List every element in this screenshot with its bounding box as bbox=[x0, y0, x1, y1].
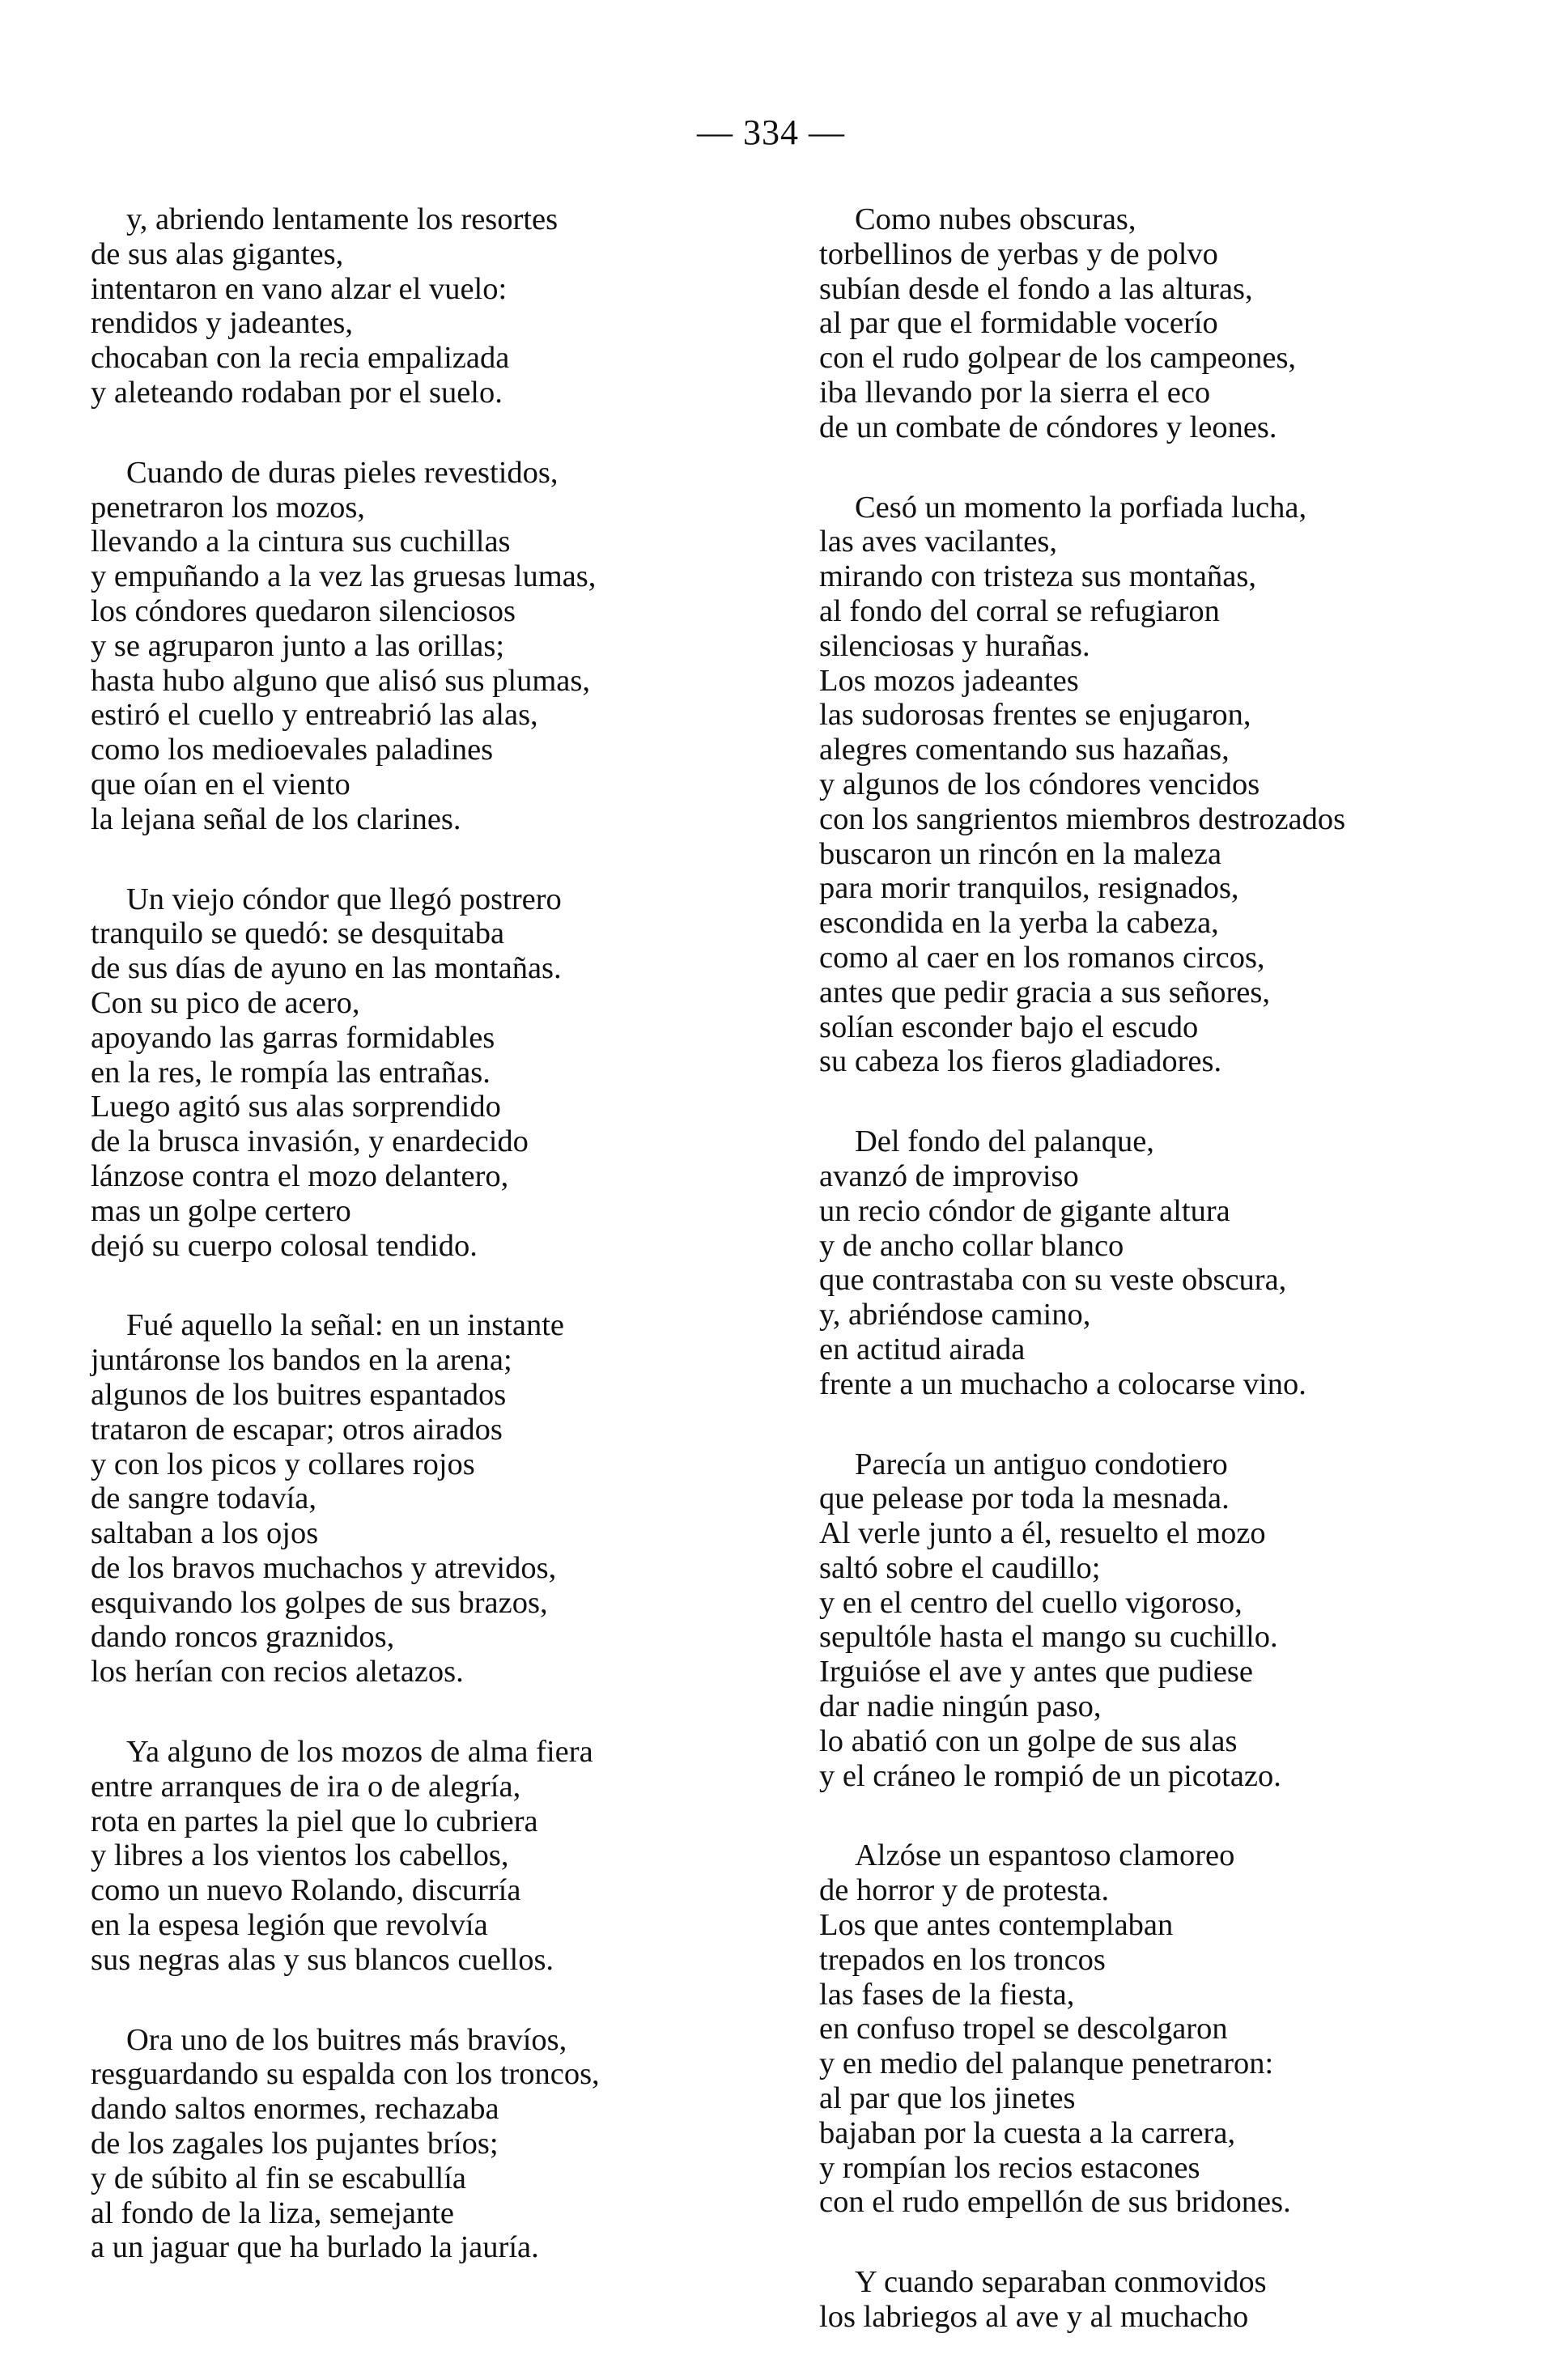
verse-line: las fases de la fiesta, bbox=[819, 1977, 1075, 2012]
verse-line: solían esconder bajo el escudo bbox=[819, 1009, 1199, 1044]
left-column bbox=[91, 202, 738, 2310]
verse-line: de sus alas gigantes, bbox=[91, 236, 344, 271]
verse-line: los labriegos al ave y al muchacho bbox=[819, 2300, 1249, 2335]
verse-line: chocaban con la recia empalizada bbox=[91, 341, 510, 376]
verse-line: los cóndores quedaron silenciosos bbox=[91, 593, 516, 628]
verse-line: de los zagales los pujantes bríos; bbox=[91, 2127, 499, 2161]
stanza bbox=[91, 456, 738, 837]
verse-line: de horror y de protesta. bbox=[819, 1873, 1110, 1908]
verse-line: al par que los jinetes bbox=[819, 2081, 1076, 2116]
verse-line: Parecía un antiguo condotiero bbox=[855, 1447, 1228, 1481]
verse-line: de sangre todavía, bbox=[91, 1481, 317, 1516]
verse-line: avanzó de improviso bbox=[819, 1158, 1079, 1193]
verse-line: hasta hubo alguno que alisó sus plumas, bbox=[91, 663, 590, 698]
verse-line: Los mozos jadeantes bbox=[819, 663, 1079, 698]
verse-line: Irguióse el ave y antes que pudiese bbox=[819, 1655, 1253, 1689]
verse-line: de los bravos muchachos y atrevidos, bbox=[91, 1550, 557, 1585]
verse-line: en actitud airada bbox=[819, 1332, 1026, 1366]
stanza bbox=[91, 882, 738, 1264]
page-number: — 334 — bbox=[697, 113, 845, 152]
verse-line: bajaban por la cuesta a la carrera, bbox=[819, 2115, 1236, 2150]
verse-line: y empuñando a la vez las gruesas lumas, bbox=[91, 559, 597, 594]
verse-line: en la espesa legión que revolvía bbox=[91, 1908, 488, 1943]
verse-line: llevando a la cintura sus cuchillas bbox=[91, 525, 511, 559]
verse-line: que oían en el viento bbox=[91, 767, 350, 801]
verse-line: a un jaguar que ha burlado la jauría. bbox=[91, 2230, 539, 2265]
verse-line: al fondo de la liza, semejante bbox=[91, 2195, 454, 2230]
verse-line: tranquilo se quedó: se desquitaba bbox=[91, 916, 505, 951]
stanza bbox=[819, 2265, 1483, 2335]
verse-line: sus negras alas y sus blancos cuellos. bbox=[91, 1942, 554, 1977]
verse-line: trepados en los troncos bbox=[819, 1942, 1106, 1977]
stanza bbox=[819, 1124, 1483, 1401]
verse-line: con los sangrientos miembros destrozados bbox=[819, 801, 1346, 836]
verse-line: sepultóle hasta el mango su cuchillo. bbox=[819, 1620, 1278, 1655]
verse-line: lo abatió con un golpe de sus alas bbox=[819, 1723, 1238, 1758]
verse-line: las aves vacilantes, bbox=[819, 525, 1057, 559]
verse-line: antes que pedir gracia a sus señores, bbox=[819, 975, 1270, 1009]
verse-line: Ya alguno de los mozos de alma fiera bbox=[126, 1735, 593, 1770]
verse-line: frente a un muchacho a colocarse vino. bbox=[819, 1366, 1306, 1401]
verse-line: y el cráneo le rompió de un picotazo. bbox=[819, 1758, 1281, 1793]
verse-line: Fué aquello la señal: en un instante bbox=[126, 1308, 564, 1343]
verse-line: Luego agitó sus alas sorprendido bbox=[91, 1090, 501, 1124]
verse-line: y, abriendo lentamente los resortes bbox=[126, 202, 559, 236]
verse-line: y en medio del palanque penetraron: bbox=[819, 2046, 1274, 2081]
verse-line: intentaron en vano alzar el vuelo: bbox=[91, 271, 508, 306]
verse-line: de la brusca invasión, y enardecido bbox=[91, 1124, 529, 1159]
verse-line: rota en partes la piel que lo cubriera bbox=[91, 1804, 538, 1838]
verse-line: Un viejo cóndor que llegó postrero bbox=[126, 882, 562, 916]
verse-line: al par que el formidable vocerío bbox=[819, 306, 1218, 341]
verse-line: Como nubes obscuras, bbox=[855, 202, 1136, 236]
verse-line: lánzose contra el mozo delantero, bbox=[91, 1158, 509, 1193]
stanza bbox=[819, 1838, 1483, 2220]
verse-line: y de súbito al fin se escabullía bbox=[91, 2161, 467, 2195]
verse-line: Del fondo del palanque, bbox=[855, 1124, 1154, 1159]
verse-line: Cuando de duras pieles revestidos, bbox=[126, 455, 559, 490]
verse-line: mirando con tristeza sus montañas, bbox=[819, 559, 1256, 594]
verse-line: escondida en la yerba la cabeza, bbox=[819, 906, 1219, 941]
verse-line: para morir tranquilos, resignados, bbox=[819, 871, 1239, 906]
verse-line: como al caer en los romanos circos, bbox=[819, 940, 1265, 975]
verse-line: y, abriéndose camino, bbox=[819, 1298, 1091, 1332]
verse-line: de un combate de cóndores y leones. bbox=[819, 410, 1277, 444]
verse-line: alegres comentando sus hazañas, bbox=[819, 733, 1230, 767]
stanza bbox=[91, 202, 738, 410]
verse-line: Cesó un momento la porfiada lucha, bbox=[855, 490, 1307, 525]
verse-line: su cabeza los fieros gladiadores. bbox=[819, 1044, 1222, 1079]
verse-line: Y cuando separaban conmovidos bbox=[855, 2265, 1267, 2300]
verse-line: dejó su cuerpo colosal tendido. bbox=[91, 1228, 478, 1263]
verse-line: un recio cóndor de gigante altura bbox=[819, 1193, 1230, 1228]
verse-line: apoyando las garras formidables bbox=[91, 1020, 495, 1055]
verse-line: de sus días de ayuno en las montañas. bbox=[91, 951, 562, 986]
right-column bbox=[819, 202, 1483, 2380]
verse-line: con el rudo empellón de sus bridones. bbox=[819, 2185, 1291, 2220]
verse-line: las sudorosas frentes se enjugaron, bbox=[819, 698, 1251, 733]
verse-line: y se agruparon junto a las orillas; bbox=[91, 628, 505, 663]
verse-line: resguardando su espalda con los troncos, bbox=[91, 2057, 600, 2092]
verse-line: dando roncos graznidos, bbox=[91, 1620, 395, 1655]
verse-line: y algunos de los cóndores vencidos bbox=[819, 767, 1260, 801]
stanza bbox=[91, 1308, 738, 1689]
verse-line: con el rudo golpear de los campeones, bbox=[819, 341, 1297, 376]
verse-line: juntáronse los bandos en la arena; bbox=[91, 1343, 512, 1378]
verse-line: torbellinos de yerbas y de polvo bbox=[819, 236, 1218, 271]
stanza bbox=[819, 202, 1483, 445]
verse-line: Alzóse un espantoso clamoreo bbox=[855, 1838, 1235, 1873]
verse-line: y aleteando rodaban por el suelo. bbox=[91, 375, 503, 410]
stanza bbox=[819, 491, 1483, 1080]
verse-line: en confuso tropel se descolgaron bbox=[819, 2012, 1228, 2046]
verse-line: como un nuevo Rolando, discurría bbox=[91, 1873, 521, 1908]
verse-line: algunos de los buitres espantados bbox=[91, 1377, 507, 1412]
verse-line: rendidos y jadeantes, bbox=[91, 306, 353, 341]
verse-line: esquivando los golpes de sus brazos, bbox=[91, 1585, 548, 1620]
verse-line: Con su pico de acero, bbox=[91, 985, 360, 1020]
stanza bbox=[91, 2023, 738, 2266]
verse-line: iba llevando por la sierra el eco bbox=[819, 375, 1211, 410]
verse-line: al fondo del corral se refugiaron bbox=[819, 593, 1220, 628]
verse-line: mas un golpe certero bbox=[91, 1193, 351, 1228]
verse-line: y de ancho collar blanco bbox=[819, 1228, 1124, 1263]
verse-line: y rompían los recios estacones bbox=[819, 2150, 1200, 2185]
stanza bbox=[819, 1447, 1483, 1794]
verse-line: dando saltos enormes, rechazaba bbox=[91, 2092, 499, 2127]
verse-line: y en el centro del cuello vigoroso, bbox=[819, 1585, 1243, 1620]
verse-line: que contrastaba con su veste obscura, bbox=[819, 1263, 1287, 1298]
verse-line: buscaron un rincón en la maleza bbox=[819, 836, 1222, 871]
verse-line: entre arranques de ira o de alegría, bbox=[91, 1769, 521, 1804]
verse-line: Al verle junto a él, resuelto el mozo bbox=[819, 1516, 1266, 1551]
verse-line: saltó sobre el caudillo; bbox=[819, 1550, 1101, 1585]
verse-line: Ora uno de los buitres más bravíos, bbox=[126, 2022, 567, 2057]
verse-line: en la res, le rompía las entrañas. bbox=[91, 1055, 491, 1090]
verse-line: los herían con recios aletazos. bbox=[91, 1655, 464, 1689]
verse-line: y con los picos y collares rojos bbox=[91, 1447, 475, 1481]
verse-line: que pelease por toda la mesnada. bbox=[819, 1481, 1230, 1516]
stanza bbox=[91, 1735, 738, 1978]
verse-line: la lejana señal de los clarines. bbox=[91, 801, 461, 836]
verse-line: silenciosas y hurañas. bbox=[819, 628, 1090, 663]
verse-line: penetraron los mozos, bbox=[91, 490, 365, 525]
verse-line: y libres a los vientos los cabellos, bbox=[91, 1838, 509, 1873]
verse-line: dar nadie ningún paso, bbox=[819, 1689, 1102, 1724]
verse-line: como los medioevales paladines bbox=[91, 733, 494, 767]
verse-line: estiró el cuello y entreabrió las alas, bbox=[91, 698, 538, 733]
verse-line: subían desde el fondo a las alturas, bbox=[819, 271, 1253, 306]
verse-line: saltaban a los ojos bbox=[91, 1516, 319, 1551]
verse-line: trataron de escapar; otros airados bbox=[91, 1412, 503, 1447]
verse-line: Los que antes contemplaban bbox=[819, 1908, 1174, 1943]
